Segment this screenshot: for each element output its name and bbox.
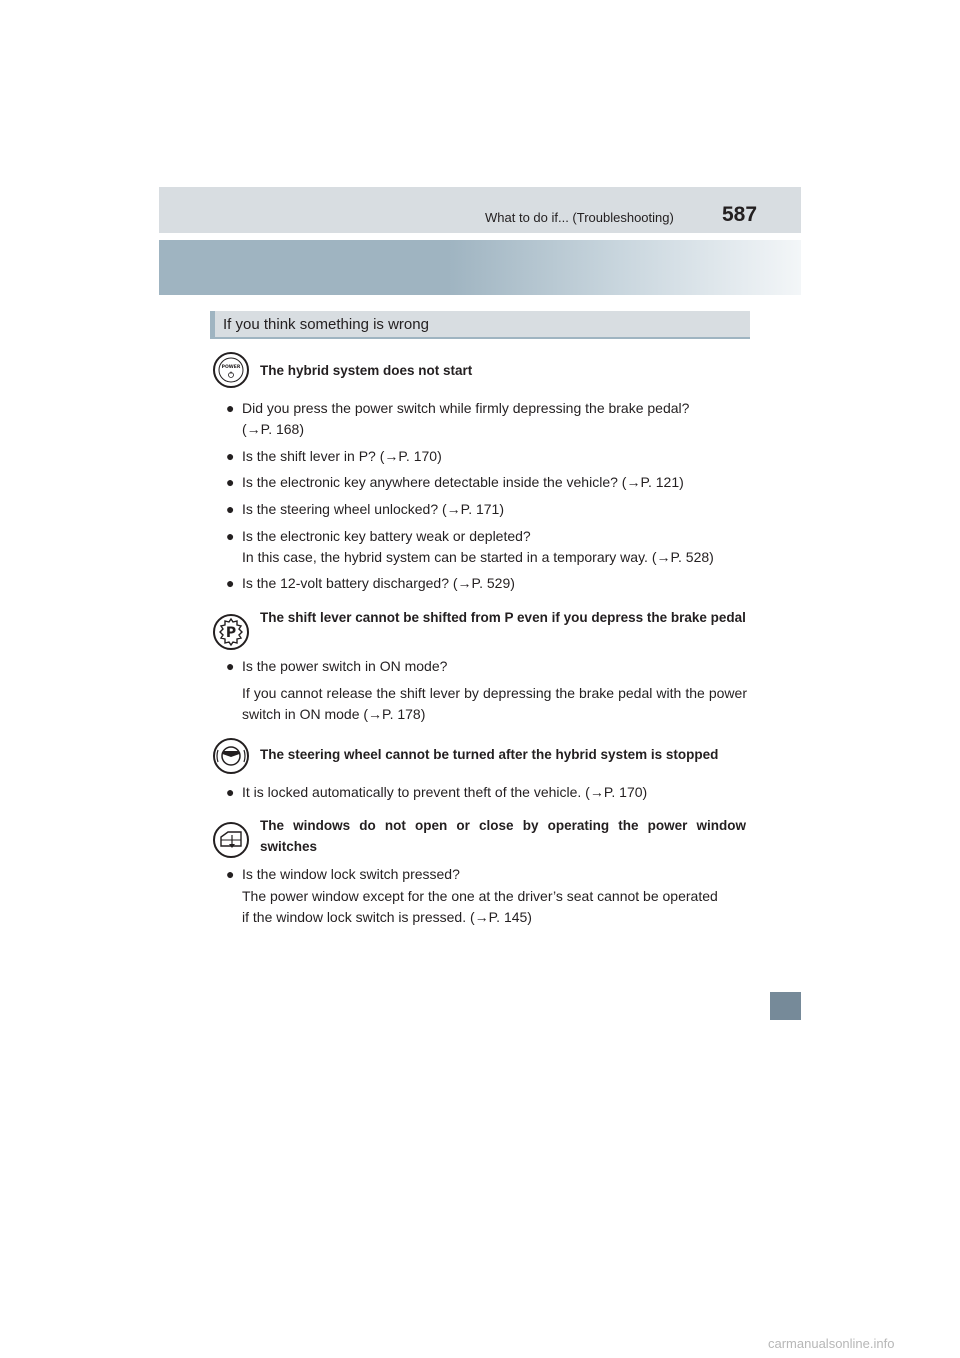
section-title: If you think something is wrong — [223, 316, 429, 333]
bullet-text: Is the shift lever in P? (→P. 170) — [242, 448, 442, 464]
bullet-text: Did you press the power switch while firmly depressing the brake pedal? — [242, 400, 690, 416]
bullet-glyph: ● — [226, 474, 235, 490]
shift-icon-label: P — [225, 625, 237, 641]
header-bar — [159, 187, 801, 233]
power-button-icon — [213, 352, 249, 388]
issue-title: The hybrid system does not start — [260, 363, 473, 378]
bullet-text: Is the window lock switch pressed? — [242, 866, 460, 882]
bullet-text-continued: (→P. 168) — [242, 421, 304, 437]
bullet-glyph: ● — [226, 400, 235, 416]
bullet-text: Is the steering wheel unlocked? (→P. 171) — [242, 501, 505, 517]
power-window-icon — [213, 822, 249, 858]
bullet-text: Is the power switch in ON mode? — [242, 658, 448, 674]
bullet-glyph: ● — [226, 528, 235, 544]
chapter-band — [159, 240, 801, 295]
bullet-glyph: ● — [226, 866, 235, 882]
power-icon-label: POWER — [221, 365, 241, 370]
bullet-text: Is the electronic key anywhere detectable inside the vehicle? (→P. 121) — [242, 474, 684, 490]
issue-title: The windows do not open or close by operating the power window switches — [260, 818, 746, 854]
chapter-title: What to do if... (Troubleshooting) — [485, 210, 674, 225]
bullet-text: Is the 12-volt battery discharged? (→P. 529) — [242, 575, 515, 591]
chapter-side-tab — [770, 992, 801, 1020]
bullet-glyph: ● — [226, 658, 235, 674]
bullet-glyph: ● — [226, 448, 235, 464]
steering-lock-icon — [213, 738, 249, 774]
bullet-glyph: ● — [226, 784, 235, 800]
shift-p-icon — [213, 614, 249, 650]
page-number: 587 — [722, 203, 758, 226]
bullet-text-continued: if the window lock switch is pressed. (→P. 145) — [242, 909, 532, 925]
bullet-text: It is locked automatically to prevent theft of the vehicle. (→P. 170) — [242, 784, 648, 800]
bullet-text-continued: In this case, the hybrid system can be started in a temporary way. (→P. 528) — [242, 549, 714, 565]
bullet-glyph: ● — [226, 575, 235, 591]
bullet-text: Is the electronic key battery weak or depleted? — [242, 528, 531, 544]
bullet-glyph: ● — [226, 501, 235, 517]
issue-title: The shift lever cannot be shifted from P even if you depress the brake pedal — [260, 610, 746, 625]
issue-title: The steering wheel cannot be turned after the hybrid system is stopped — [260, 747, 719, 762]
watermark: carmanualsonline.info — [768, 1336, 895, 1351]
bullet-text-continued: The power window except for the one at the driver’s seat cannot be operated — [242, 888, 718, 904]
bullet-paragraph: If you cannot release the shift lever by depressing the brake pedal with the power switch in ON mode (→P. 178) — [242, 685, 747, 722]
